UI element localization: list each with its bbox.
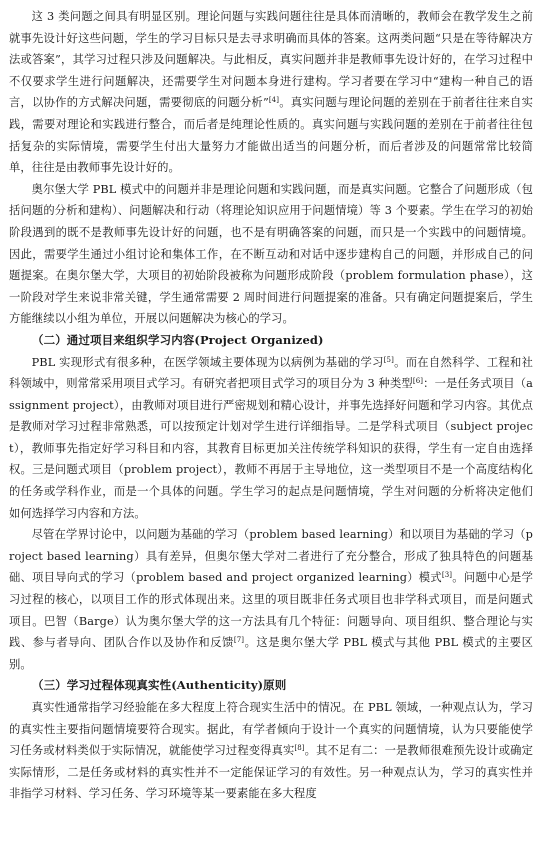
citation-ref: [7] [233,636,245,645]
body-paragraph [9,179,533,330]
body-paragraph [9,6,533,179]
citation-ref: [8] [294,744,305,753]
section-heading [9,330,533,352]
text-run: 奥尔堡大学 PBL 模式中的问题并非是理论问题和实践问题，而是真实问题。它整合了问题形成（包括问题的分析和建构）、问题解决和行动（将理论知识应用于问题情境）等 3 个要素。学生在学习的初始阶段遇到的既不是教师事先设计好的问题，也不是有明确答案的问题，而只是一个实践中的问题情境。因此，需要学生通过小组讨论和集体工作，在不断互动和对话中逐步建构自己的问题，并形成自己的问题提案。在奥尔堡大学，大项目的初始阶段被称为问题形成阶段（problem formulation phase），这一阶段对学生来说非常关键，学生通常需要 2 周时间进行问题提案的准备。只有确定问题提案后，学生方能继续以小组为单位，开展以问题解决为核心的学习。 [9,182,533,326]
text-run: ：一是任务式项目（assignment project），由教师对项目进行严密规划和精心设计，并事先选择好问题和学习内容。其优点是教师对学习过程非常熟悉，可以按预定计划对学生进行详细指导。二是学科式项目（subject project），教师事先指定好学习科目和内容，其教育目标更加关注传统学科知识的获得，学生有一定自由选择权。三是问题式项目（problem project），教师不再居于主导地位，这一类型项目不是一个高度结构化的任务或学科作业，而是一个具体的问题。学生学习的起点是问题情境，学生对问题的分析将决定他们如何选择学习内容和方法。 [9,377,533,520]
section-heading [9,675,533,697]
text-run: 这 3 类问题之间具有明显区别。理论问题与实践问题往往是具体而清晰的，教师会在教学发生之前就事先设计好这些问题，学生的学习目标只是去寻求明确而具体的答案。这两类问题“只是在等待解决方法或答案”，其学习过程只涉及问题解决。与此相反，真实问题并非是教师事先设计好的，在学习过程中不仅要求学生进行问题解决，还需要学生对问题本身进行建构。学习者要在学习中“建构一种自己的语言，以协作的方式解决问题，需要彻底的问题分析” [9,10,533,110]
text-run: 。问题中心是学习过程的核心，以项目工作的形式体现出来。这里的项目既非任务式项目也非学科式项目，而是问题式项目。巴智（Barge）认为奥尔堡大学的这一方法具有几个特征：问题导向、项目组织、整合理论与实践、参与者导向、团队合作以及协作和反馈 [9,571,533,650]
citation-ref: [3] [441,571,453,580]
citation-ref: [4] [268,96,280,105]
text-run: 。其不足有二：一是教师很难预先设计或确定实际情形，二是任务或材料的真实性并不一定能保证学习的有效性。另一种观点认为，学习的真实性并非指学习材料、学习任务、学习环境等某一要素能在多大程度 [9,744,533,801]
body-paragraph [9,524,533,675]
text-run: （三）学习过程体现真实性(Authenticity)原则 [32,678,287,693]
text-run: 。真实问题与理论问题的差别在于前者往往来自实践，需要对理论和实践进行整合，而后者是纯理论性质的。真实问题与实践问题的差别在于前者往往包括复杂的实际情境，需要学生付出大量努力才能做出适当的问题分析，而后者涉及的问题常常比较简单，往往是由教师事先设计好的。 [9,96,533,175]
text-run: 。这是奥尔堡大学 PBL 模式与其他 PBL 模式的主要区别。 [9,636,533,671]
citation-ref: [5] [383,355,394,364]
text-run: PBL 实现形式有很多种，在医学领域主要体现为以病例为基础的学习 [31,355,384,369]
text-run: 。而在自然科学、工程和社科领域中，则常常采用项目式学习。有研究者把项目式学习的项目分为 3 种类型 [9,355,533,391]
text-run: 真实性通常指学习经验能在多大程度上符合现实生活中的情况。在 PBL 领域，一种观点认为，学习的真实性主要指问题情境要符合现实。据此，有学者倾向于设计一个真实的问题情境，认为只要能使学习任务或材料类似于实际情况，就能使学习过程变得真实 [9,701,533,758]
text-run: 尽管在学界讨论中，以问题为基础的学习（problem based learning）和以项目为基础的学习（project based learning）具有差异，但奥尔堡大学对二者进行了充分整合，形成了独具特色的问题基础、项目导向式的学习（problem based and project organized learning）模式 [9,528,533,585]
citation-ref: [6] [412,377,424,386]
body-paragraph [9,697,533,805]
body-paragraph [9,352,533,525]
text-run: （二）通过项目来组织学习内容(Project Organized) [32,332,324,347]
